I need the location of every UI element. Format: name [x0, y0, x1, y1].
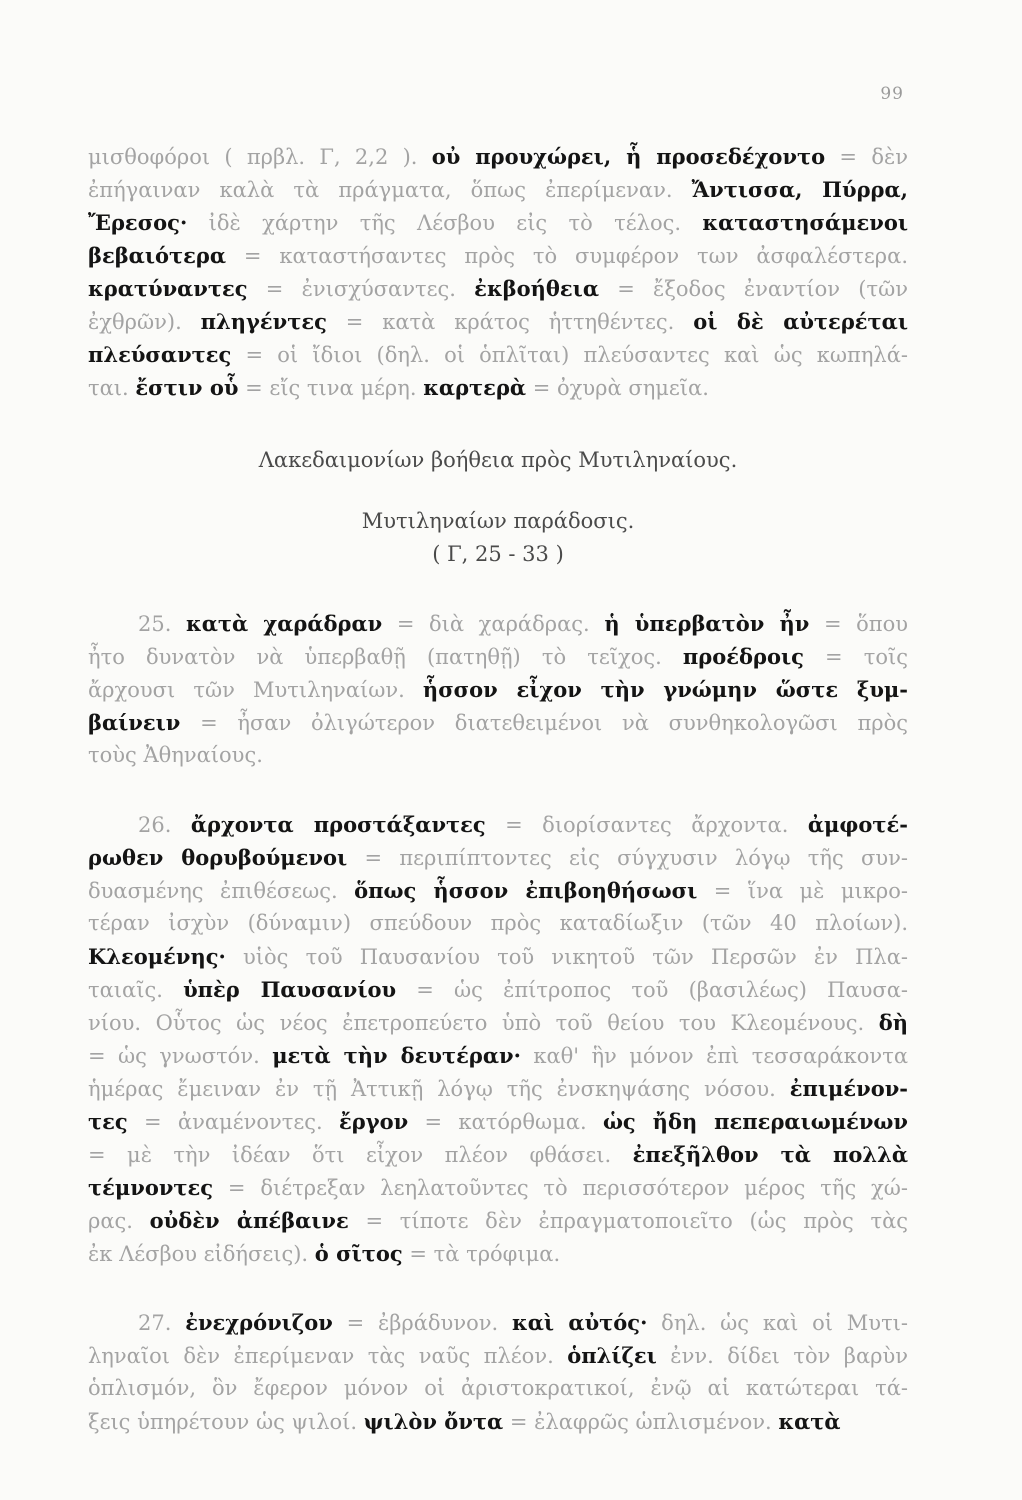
gloss: = διὰ χαράδρας. — [382, 612, 605, 636]
text-line — [88, 739, 908, 772]
section-heading: Λακεδαιμονίων βοήθεια πρὸς Μυτιληναίους. — [258, 448, 738, 472]
gloss: δυασμένης ἐπιθέσεως. — [88, 879, 355, 903]
gloss: ἐκ Λέσβου εἰδήσεις). — [88, 1242, 315, 1266]
gloss: = κατόρθωμα. — [408, 1110, 603, 1134]
gloss: = καταστήσαντες πρὸς τὸ συμφέρον των ἀσφαλέστερα. — [226, 244, 908, 268]
lemma: πλεύσαντες — [88, 342, 232, 367]
lemma: δὴ — [878, 1010, 908, 1035]
lemma: τες — [88, 1109, 128, 1134]
gloss: ἰδὲ χάρτην τῆς Λέσβου εἰς τὸ τέλος. — [187, 211, 703, 235]
gloss: = ἐνισχύσαντες. — [247, 277, 475, 301]
gloss: δηλ. ὡς καὶ οἱ Μυτι- — [647, 1311, 909, 1335]
gloss: 25. — [138, 612, 186, 636]
chapter-reference: ( Γ, 25 - 33 ) — [432, 542, 564, 566]
lemma: ψιλὸν ὄντα — [363, 1409, 504, 1434]
gloss: = ἐβράδυνον. — [332, 1311, 512, 1335]
gloss: μισθοφόροι ( πρβλ. Γ, 2,2 ). — [88, 145, 432, 169]
text-line — [88, 874, 908, 907]
gloss: ταιαῖς. — [88, 978, 184, 1002]
lemma: ὁπλίζει — [567, 1343, 657, 1368]
gloss: = ὡς γνωστόν. — [88, 1044, 273, 1068]
text-line — [88, 371, 908, 404]
lemma: οὐδὲν ἀπέβαινε — [149, 1208, 349, 1233]
lemma: Ἄντισσα, Πύρρα, — [691, 177, 908, 202]
gloss: = τίποτε δὲν ἐπραγματοποιεῖτο (ὡς πρὸς τὰς — [348, 1209, 909, 1233]
gloss: = οἱ ἴδιοι (δηλ. οἱ ὁπλῖται) πλεύσαντες καὶ ὡς κωπηλά- — [231, 343, 908, 367]
gloss: ρας. — [88, 1209, 150, 1233]
gloss: καθ' ἣν μόνον ἐπὶ τεσσαράκοντα — [520, 1044, 908, 1068]
subsection-heading: Μυτιληναίων παράδοσις. — [361, 509, 635, 533]
text-line — [88, 706, 908, 739]
lemma: ἐνεχρόνιζον — [185, 1310, 333, 1335]
commentary-text — [88, 140, 908, 1438]
text-line — [88, 173, 908, 206]
lemma: ἐπεξῆλθον τὰ πολλὰ — [632, 1142, 908, 1167]
gloss: τοὺς Ἀθηναίους. — [88, 743, 263, 767]
lemma: Κλεομένης· — [88, 944, 226, 969]
text-line — [88, 1105, 908, 1138]
gloss: ἄρχουσι τῶν Μυτιληναίων. — [88, 678, 423, 702]
gloss: ἐπήγαιναν καλὰ τὰ πράγματα, ὅπως ἐπερίμεναν. — [88, 178, 692, 202]
lemma: ὁ σῖτος — [314, 1241, 403, 1266]
lemma: οὐ προυχώρει, ἧ προσεδέχοντο — [431, 144, 826, 169]
gloss: = διορίσαντες ἄρχοντα. — [485, 813, 808, 837]
gloss: = ὅπου — [809, 612, 909, 636]
lemma: κρατύναντες — [88, 276, 248, 301]
lemma: βαίνειν — [88, 710, 181, 735]
lemma: Ἔρεσος· — [88, 210, 188, 235]
text-line — [88, 1072, 908, 1105]
lemma: καρτερὰ — [423, 375, 527, 400]
gloss: νίου. Οὗτος ὡς νέος ἐπετροπεύετο ὑπὸ τοῦ θείου του Κλεομένους. — [88, 1011, 879, 1035]
gloss: ται. — [88, 376, 136, 400]
text-line — [88, 841, 908, 874]
gloss: ληναῖοι δὲν ἐπερίμεναν τὰς ναῦς πλέον. — [88, 1344, 568, 1368]
lemma: προέδροις — [682, 644, 804, 669]
text-line — [88, 1006, 908, 1039]
text-line — [88, 1204, 908, 1237]
lemma: τέμνοντες — [88, 1175, 214, 1200]
lemma: ἀμφοτέ- — [807, 812, 908, 837]
text-line — [88, 673, 908, 706]
gloss: 27. — [138, 1311, 186, 1335]
gloss: τέραν ἰσχὺν (δύναμιν) σπεύδουν πρὸς καταδίωξιν (τῶν 40 πλοίων). — [88, 911, 908, 935]
paragraph-25 — [88, 607, 908, 772]
lemma: ρωθεν θορυβούμενοι — [88, 845, 348, 870]
gloss: = ἦσαν ὀλιγώτερον διατεθειμένοι νὰ συνθηκολογῶσι πρὸς — [180, 711, 908, 735]
text-line — [88, 973, 908, 1006]
lemma: ὡς ἤδη πεπεραιωμένων — [602, 1109, 908, 1134]
lemma: μετὰ τὴν δευτέραν· — [272, 1043, 521, 1068]
gloss: = μὲ τὴν ἰδέαν ὅτι εἶχον πλέον φθάσει. — [88, 1143, 633, 1167]
gloss: = ἀναμένοντες. — [127, 1110, 340, 1134]
text-line — [88, 1339, 908, 1372]
text-line — [88, 305, 908, 338]
text-line — [88, 640, 908, 673]
gloss: = ὀχυρὰ σημεῖα. — [526, 376, 709, 400]
lemma: ὅπως ἧσσον ἐπιβοηθήσωσι — [354, 878, 698, 903]
text-line — [88, 1171, 908, 1204]
text-line — [88, 272, 908, 305]
text-line — [88, 1039, 908, 1072]
gloss: = εἴς τινα μέρη. — [238, 376, 424, 400]
gloss: = περιπίπτοντες εἰς σύγχυσιν λόγῳ τῆς συν- — [347, 846, 908, 870]
gloss: = ἵνα μὲ μικρο- — [697, 879, 909, 903]
gloss: = ὡς ἐπίτροπος τοῦ (βασιλέως) Παυσα- — [396, 978, 909, 1002]
text-line — [88, 239, 908, 272]
gloss: ἐνν. δίδει τὸν βαρὺν — [656, 1344, 908, 1368]
gloss: = τὰ τρόφιμα. — [402, 1242, 561, 1266]
lemma: ἧσσον εἶχον τὴν γνώμην ὥστε ξυμ- — [422, 677, 908, 702]
gloss: ἡμέρας ἔμειναν ἐν τῇ Ἀττικῇ λόγῳ τῆς ἐνσκηψάσης νόσου. — [88, 1077, 790, 1101]
lemma: ὑπὲρ Παυσανίου — [183, 977, 397, 1002]
text-line — [88, 607, 908, 640]
lemma: κατὰ χαράδραν — [186, 611, 383, 636]
text-line — [88, 140, 908, 173]
gloss: ξεις ὑπηρέτουν ὡς ψιλοί. — [88, 1410, 364, 1434]
gloss: ἐχθρῶν). — [88, 310, 201, 334]
text-line — [88, 1306, 908, 1339]
text-line — [88, 206, 908, 239]
lemma: πληγέντες — [200, 309, 327, 334]
lemma: ἔστιν οὗ — [135, 375, 239, 400]
paragraph-27 — [88, 1306, 908, 1438]
page-number: 99 — [880, 84, 904, 104]
text-line — [88, 907, 908, 940]
paragraph-26 — [88, 808, 908, 1270]
gloss: = κατὰ κράτος ἡττηθέντες. — [326, 310, 694, 334]
paragraph-intro — [88, 140, 908, 404]
lemma: οἱ δὲ αὐτερέται — [693, 309, 909, 334]
text-line — [88, 338, 908, 371]
lemma: ἄρχοντα προστάξαντες — [190, 812, 486, 837]
gloss: = ἔξοδος ἐναντίον (τῶν — [599, 277, 908, 301]
lemma: ἐπιμένον- — [789, 1076, 908, 1101]
gloss: = διέτρεξαν λεηλατοῦντες τὸ περισσότερον μέρος τῆς χώ- — [213, 1176, 908, 1200]
gloss: = τοῖς — [803, 645, 909, 669]
text-line — [88, 1372, 908, 1405]
gloss: υἱὸς τοῦ Παυσανίου τοῦ νικητοῦ τῶν Περσῶν ἐν Πλα- — [225, 945, 908, 969]
gloss: ὁπλισμόν, ὃν ἔφερον μόνον οἱ ἀριστοκρατικοί, ἐνῷ αἱ κατώτεραι τά- — [88, 1376, 908, 1400]
text-line — [88, 1138, 908, 1171]
lemma: ἡ ὑπερβατὸν ἦν — [604, 611, 810, 636]
text-line — [88, 1237, 908, 1270]
text-line — [88, 1405, 908, 1438]
lemma: κατὰ — [778, 1409, 841, 1434]
text-line — [88, 940, 908, 973]
lemma: καὶ αὐτός· — [511, 1310, 648, 1335]
gloss: ἦτο δυνατὸν νὰ ὑπερβαθῇ (πατηθῇ) τὸ τεῖχος. — [88, 645, 683, 669]
gloss: = ἐλαφρῶς ὡπλισμένον. — [503, 1410, 779, 1434]
lemma: καταστησάμενοι — [702, 210, 908, 235]
lemma: ἐκβοήθεια — [474, 276, 599, 301]
text-line — [88, 808, 908, 841]
gloss: = δὲν — [825, 145, 908, 169]
gloss: 26. — [138, 813, 191, 837]
lemma: βεβαιότερα — [88, 243, 227, 268]
lemma: ἔργον — [339, 1109, 409, 1134]
